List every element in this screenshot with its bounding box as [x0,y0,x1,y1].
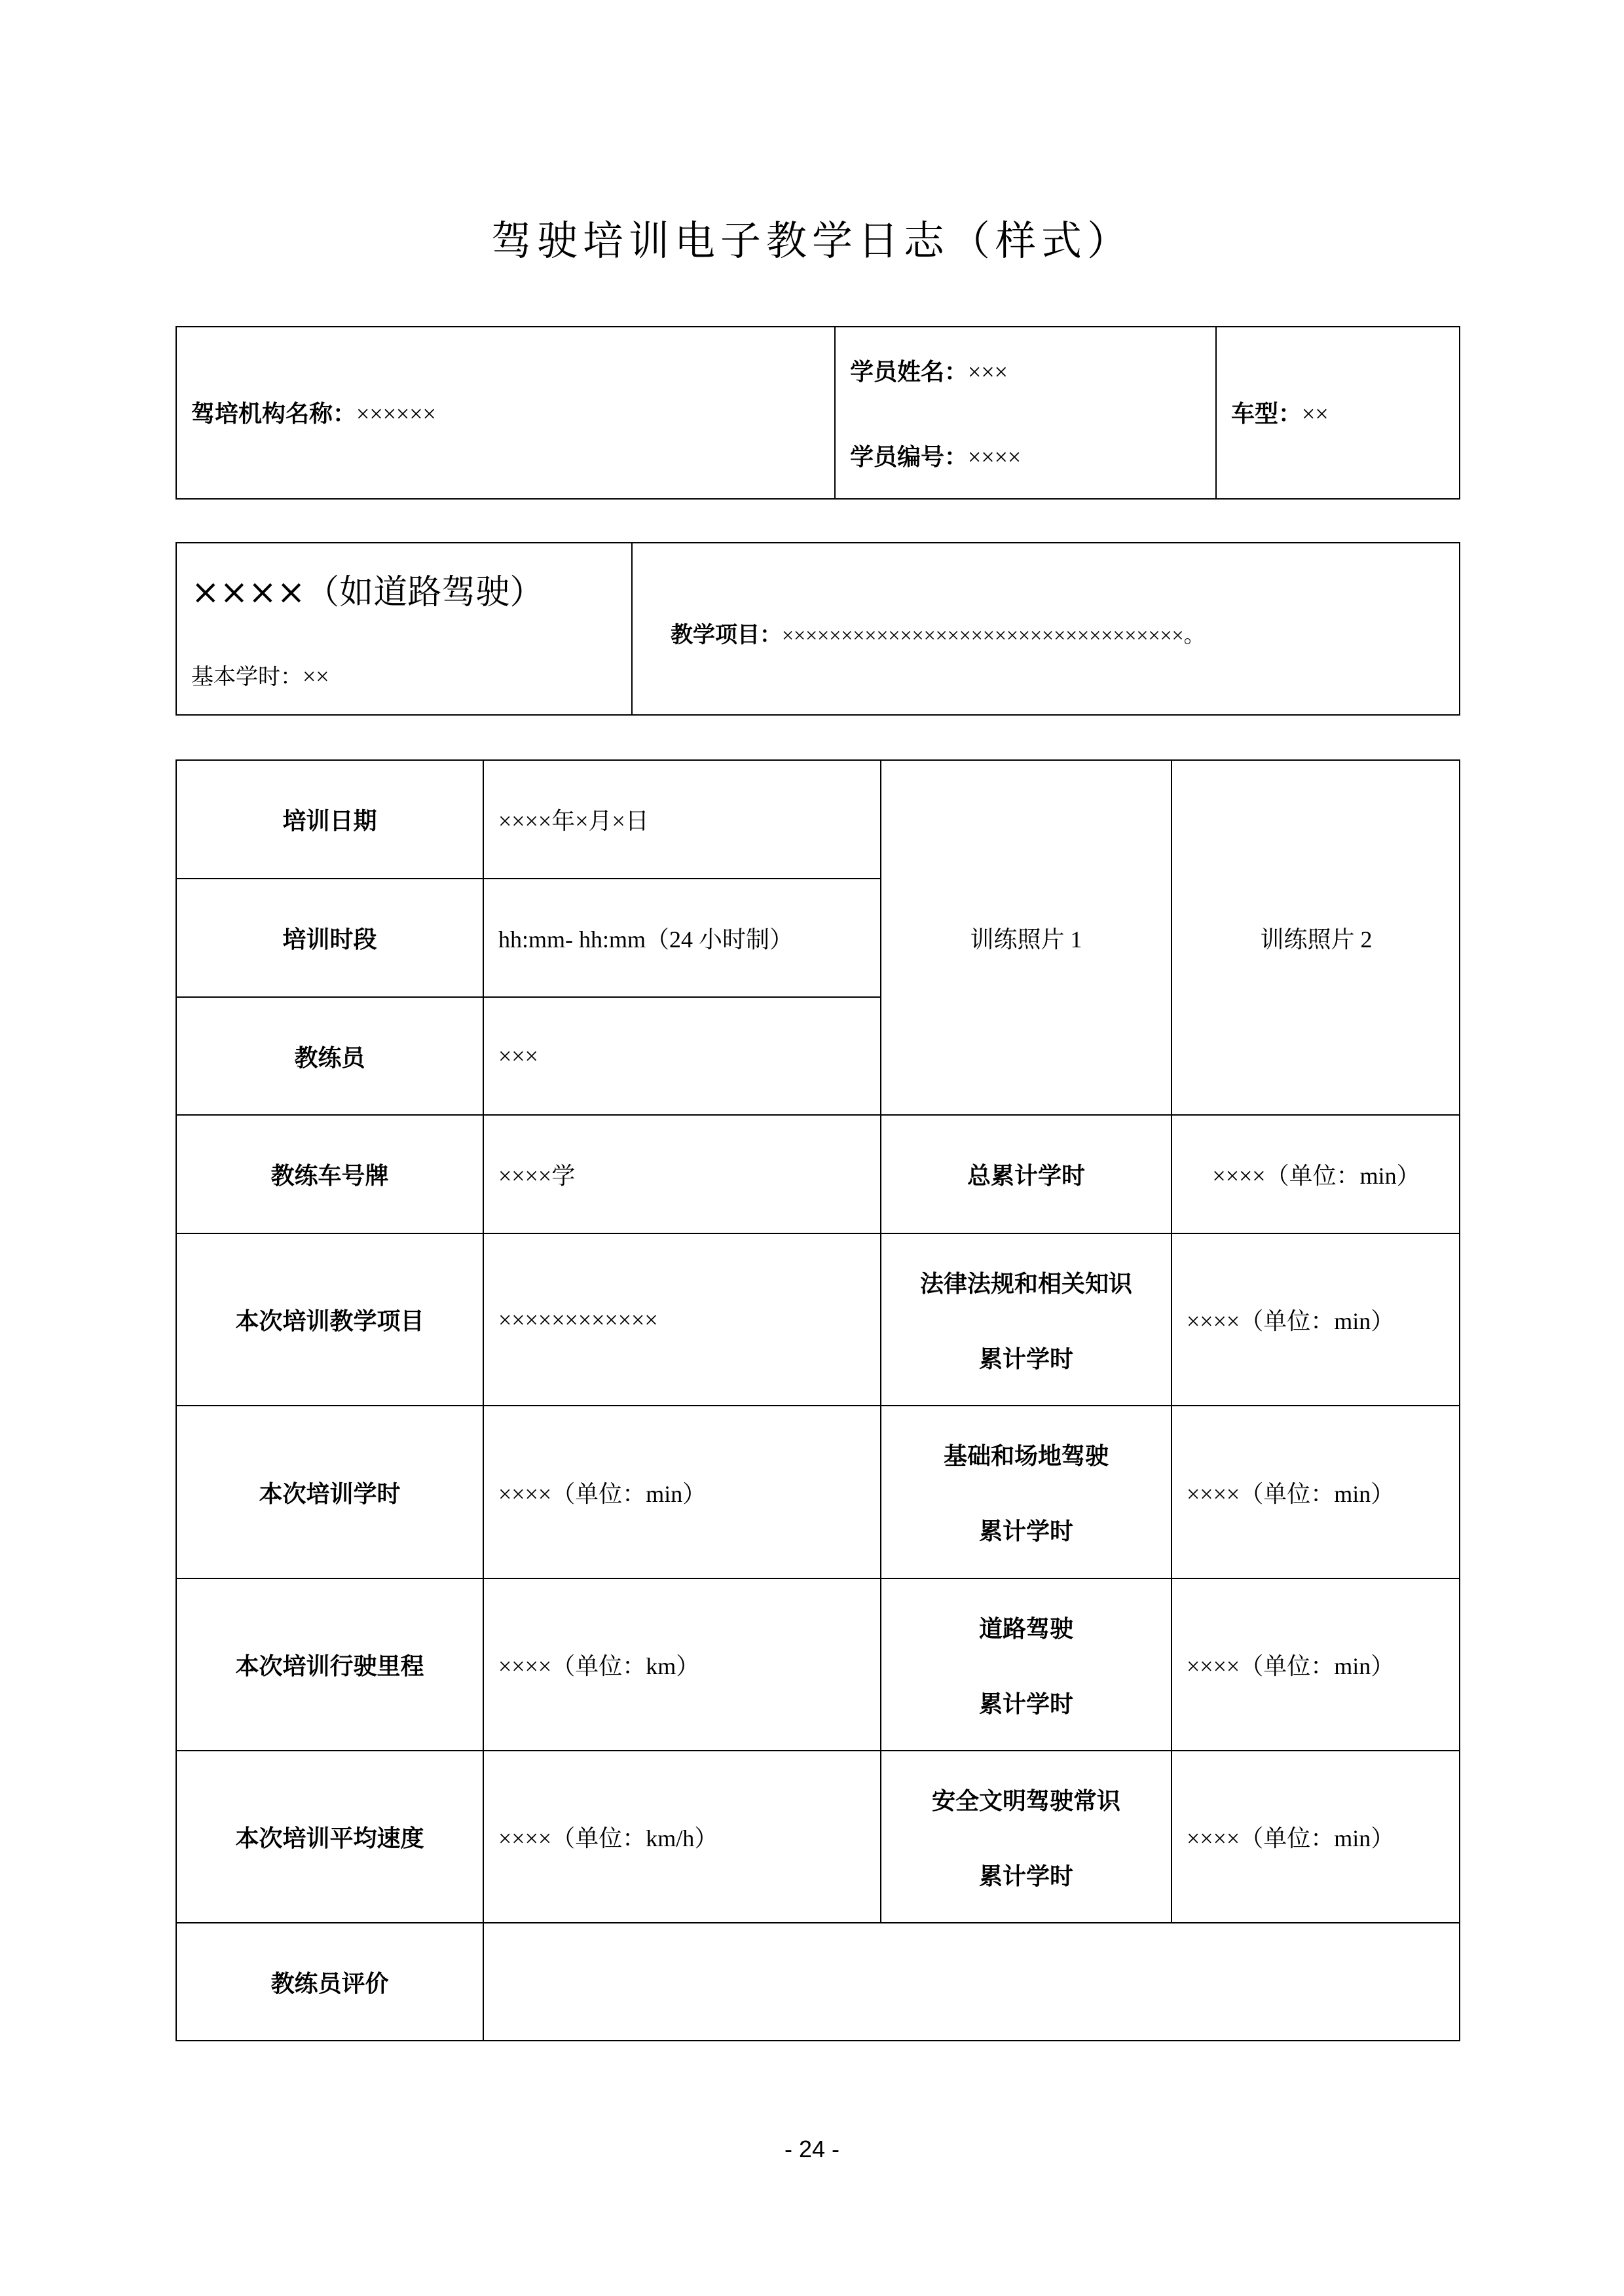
mileage-label: 本次培训行驶里程 [235,1653,424,1680]
institution-label: 驾培机构名称： [191,401,357,428]
institution-field [191,395,436,429]
road-hours-label-line2: 累计学时 [978,1690,1073,1718]
safety-hours-label-line2: 累计学时 [978,1863,1073,1890]
mileage-value: ××××（单位：km） [498,1653,700,1679]
teaching-items-value: ××××××××××××××××××××××××××××××××××。 [782,623,1205,647]
training-photo-1: 训练照片 1 [970,926,1082,953]
basic-hours-value: ××××（单位：min） [1187,1480,1395,1507]
avg-speed-label: 本次培训平均速度 [235,1825,424,1852]
basic-hours-label-line2: 累计学时 [978,1518,1073,1545]
basic-hours-value: ×× [303,663,329,689]
avg-speed-value: ××××（单位：km/h） [498,1825,718,1851]
vehicle-type-field [1231,395,1329,429]
law-hours-label-line2: 累计学时 [978,1345,1073,1373]
training-date-value: ××××年×月×日 [498,808,649,834]
training-period-value: hh:mm- hh:mm（24 小时制） [498,926,794,953]
total-hours-label: 总累计学时 [967,1163,1085,1190]
basic-hours-label [881,1406,1171,1578]
student-name-value: ××× [968,359,1008,385]
session-items-label: 本次培训教学项目 [235,1308,424,1335]
student-name-field [850,354,1008,387]
teaching-items-field [671,617,1205,649]
plate-label: 教练车号牌 [270,1163,389,1190]
vehicle-type-value: ×× [1302,401,1329,427]
evaluation-value [484,1923,1460,2040]
basic-hours-label-line1: 基础和场地驾驶 [943,1443,1109,1470]
page-title: 驾驶培训电子教学日志（样式） [490,217,1133,264]
coach-value: ××× [498,1043,538,1069]
law-hours-label [881,1234,1171,1405]
safety-hours-label-line1: 安全文明驾驶常识 [931,1787,1120,1815]
law-hours-value: ××××（单位：min） [1187,1308,1395,1334]
road-hours-label-line1: 道路驾驶 [978,1615,1073,1643]
road-hours-label [881,1579,1171,1750]
session-items-value: ×××××××××××× [498,1306,658,1333]
student-id-label: 学员编号： [850,444,969,471]
teaching-items-label: 教学项目： [671,622,782,648]
plate-value: ××××学 [498,1163,576,1189]
student-name-label: 学员姓名： [850,359,969,386]
safety-hours-value: ××××（单位：min） [1187,1825,1395,1851]
subject-name: ××××（如道路驾驶） [191,573,544,612]
basic-hours-field [191,659,329,691]
road-hours-value: ××××（单位：min） [1187,1653,1395,1679]
coach-label: 教练员 [294,1044,365,1072]
total-hours-value: ××××（单位：min） [1212,1163,1420,1189]
training-period-label: 培训时段 [282,926,377,953]
evaluation-label: 教练员评价 [270,1970,389,1997]
student-id-field [850,439,1021,472]
session-hours-value: ××××（单位：min） [498,1480,707,1507]
vehicle-type-label: 车型： [1231,401,1302,428]
safety-hours-label [881,1751,1171,1922]
basic-hours-label: 基本学时： [191,664,303,690]
training-photo-2: 训练照片 2 [1260,926,1373,953]
student-id-value: ×××× [968,444,1022,470]
law-hours-label-line1: 法律法规和相关知识 [919,1270,1132,1298]
session-hours-label: 本次培训学时 [259,1480,401,1508]
institution-value: ×××××× [356,401,436,427]
page-number: - 24 - [784,2136,840,2162]
training-date-label: 培训日期 [282,808,377,835]
